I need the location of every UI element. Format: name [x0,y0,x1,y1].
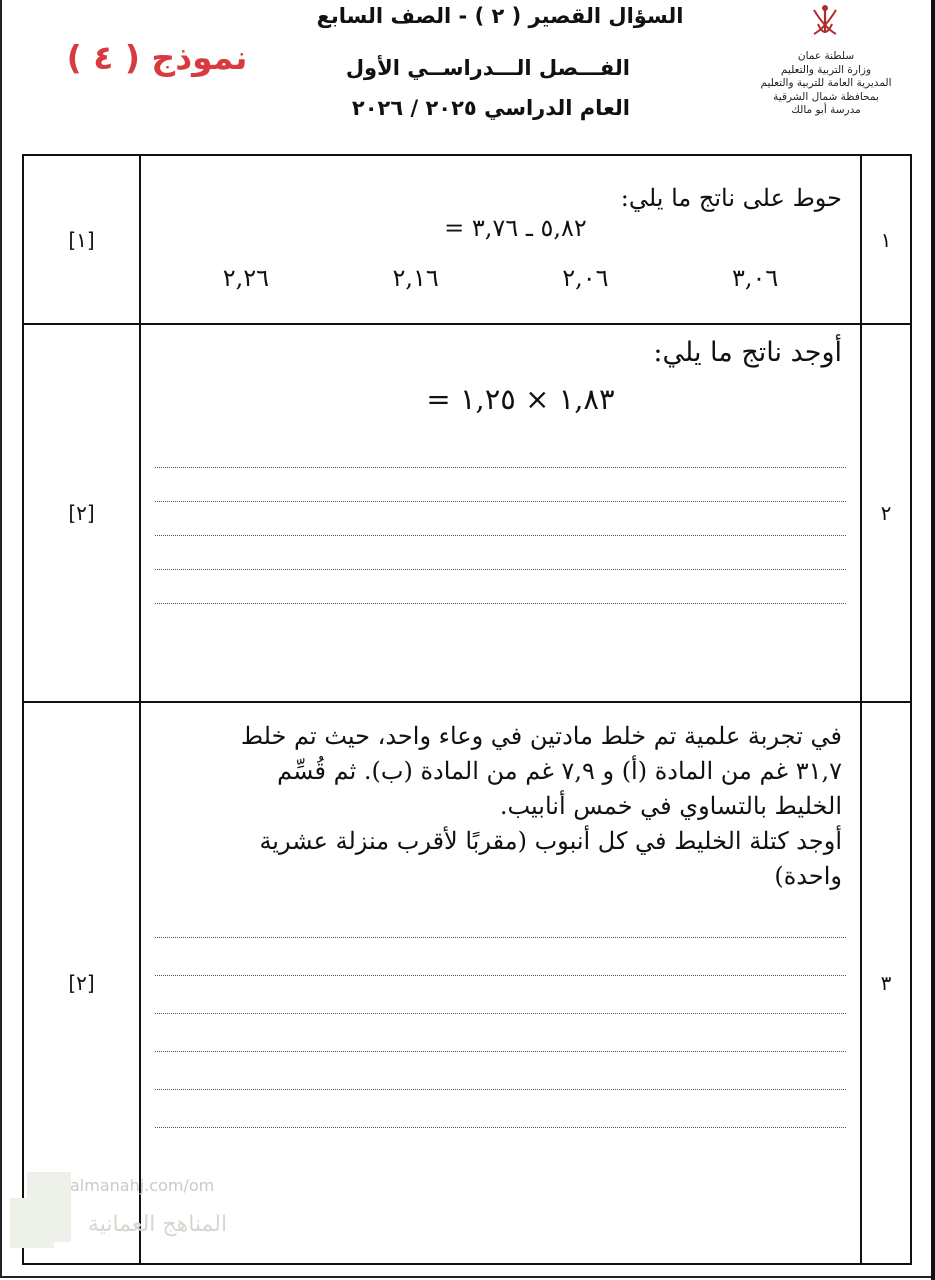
paragraph-line: واحدة) [774,862,842,890]
page-edge [931,0,935,1280]
question-number: ٢ [861,324,911,702]
questions-table [22,154,912,1265]
question-number: ١ [861,155,911,324]
oman-emblem-icon [808,2,842,42]
model-label: نموذج ( ٤ ) [66,38,248,77]
question-row-2 [23,324,911,702]
page-title: السؤال القصير ( ٢ ) - الصف السابع [316,4,684,28]
year-title: العام الدراسي ٢٠٢٥ / ٢٠٢٦ [351,96,630,120]
question-body [140,155,861,324]
options-row [141,264,860,292]
marks-cell: [٢] [23,324,140,702]
answer-line[interactable] [155,1014,846,1052]
ministry-line: وزارة التربية والتعليم [780,63,872,76]
answer-line[interactable] [155,1090,846,1128]
question-row-1 [23,155,911,324]
watermark-logo [10,1198,54,1248]
ministry-line: بمحافظة شمال الشرقية [773,90,879,103]
question-body [140,702,861,1264]
question-paragraph [141,719,860,894]
answer-line[interactable] [155,434,846,468]
semester-title: الفـــصل الـــدراســي الأول [345,56,630,80]
question-expression: ٥,٨٢ ـ ٣,٧٦ = [444,213,587,242]
ministry-block [740,50,912,118]
question-prompt: حوط على ناتج ما يلي: [620,183,842,212]
option-item[interactable]: ٢,٠٦ [562,263,609,292]
answer-line[interactable] [155,938,846,976]
option-item[interactable]: ٢,٢٦ [222,263,270,292]
answer-line[interactable] [155,900,846,938]
paragraph-line: في تجربة علمية تم خلط مادتين في وعاء واحد، حيث تم خلط [240,722,842,750]
answer-lines [141,434,860,604]
option-item[interactable]: ٣,٠٦ [731,263,779,292]
paragraph-line: الخليط بالتساوي في خمس أنابيب. [499,792,842,820]
answer-line[interactable] [155,1052,846,1090]
watermark-site: almanahj.com/om [70,1176,215,1195]
option-item[interactable]: ٢,١٦ [392,263,439,292]
answer-lines [141,900,860,1128]
ministry-line: سلطنة عمان [797,50,855,62]
ministry-line: مدرسة أبو مالك [791,104,861,116]
answer-line[interactable] [155,502,846,536]
marks-cell: [٢] [23,702,140,1264]
answer-line[interactable] [155,536,846,570]
question-number: ٣ [861,702,911,1264]
watermark-name: المناهج العمانية [88,1212,228,1237]
answer-line[interactable] [155,976,846,1014]
answer-line[interactable] [155,570,846,604]
ministry-line: المديرية العامة للتربية والتعليم [760,77,892,89]
answer-line[interactable] [155,468,846,502]
question-expression: ١,٨٣ × ١,٢٥ = [426,382,615,416]
paragraph-line: ٣١,٧ غم من المادة (أ) و ٧,٩ غم من المادة (ب). ثم قُسِّم [277,757,842,785]
marks-cell: [١] [23,155,140,324]
header [0,0,935,150]
question-body [140,324,861,702]
question-prompt: أوجد ناتج ما يلي: [653,337,842,368]
paragraph-line: أوجد كتلة الخليط في كل أنبوب (مقربًا لأقرب منزلة عشرية [259,827,842,855]
